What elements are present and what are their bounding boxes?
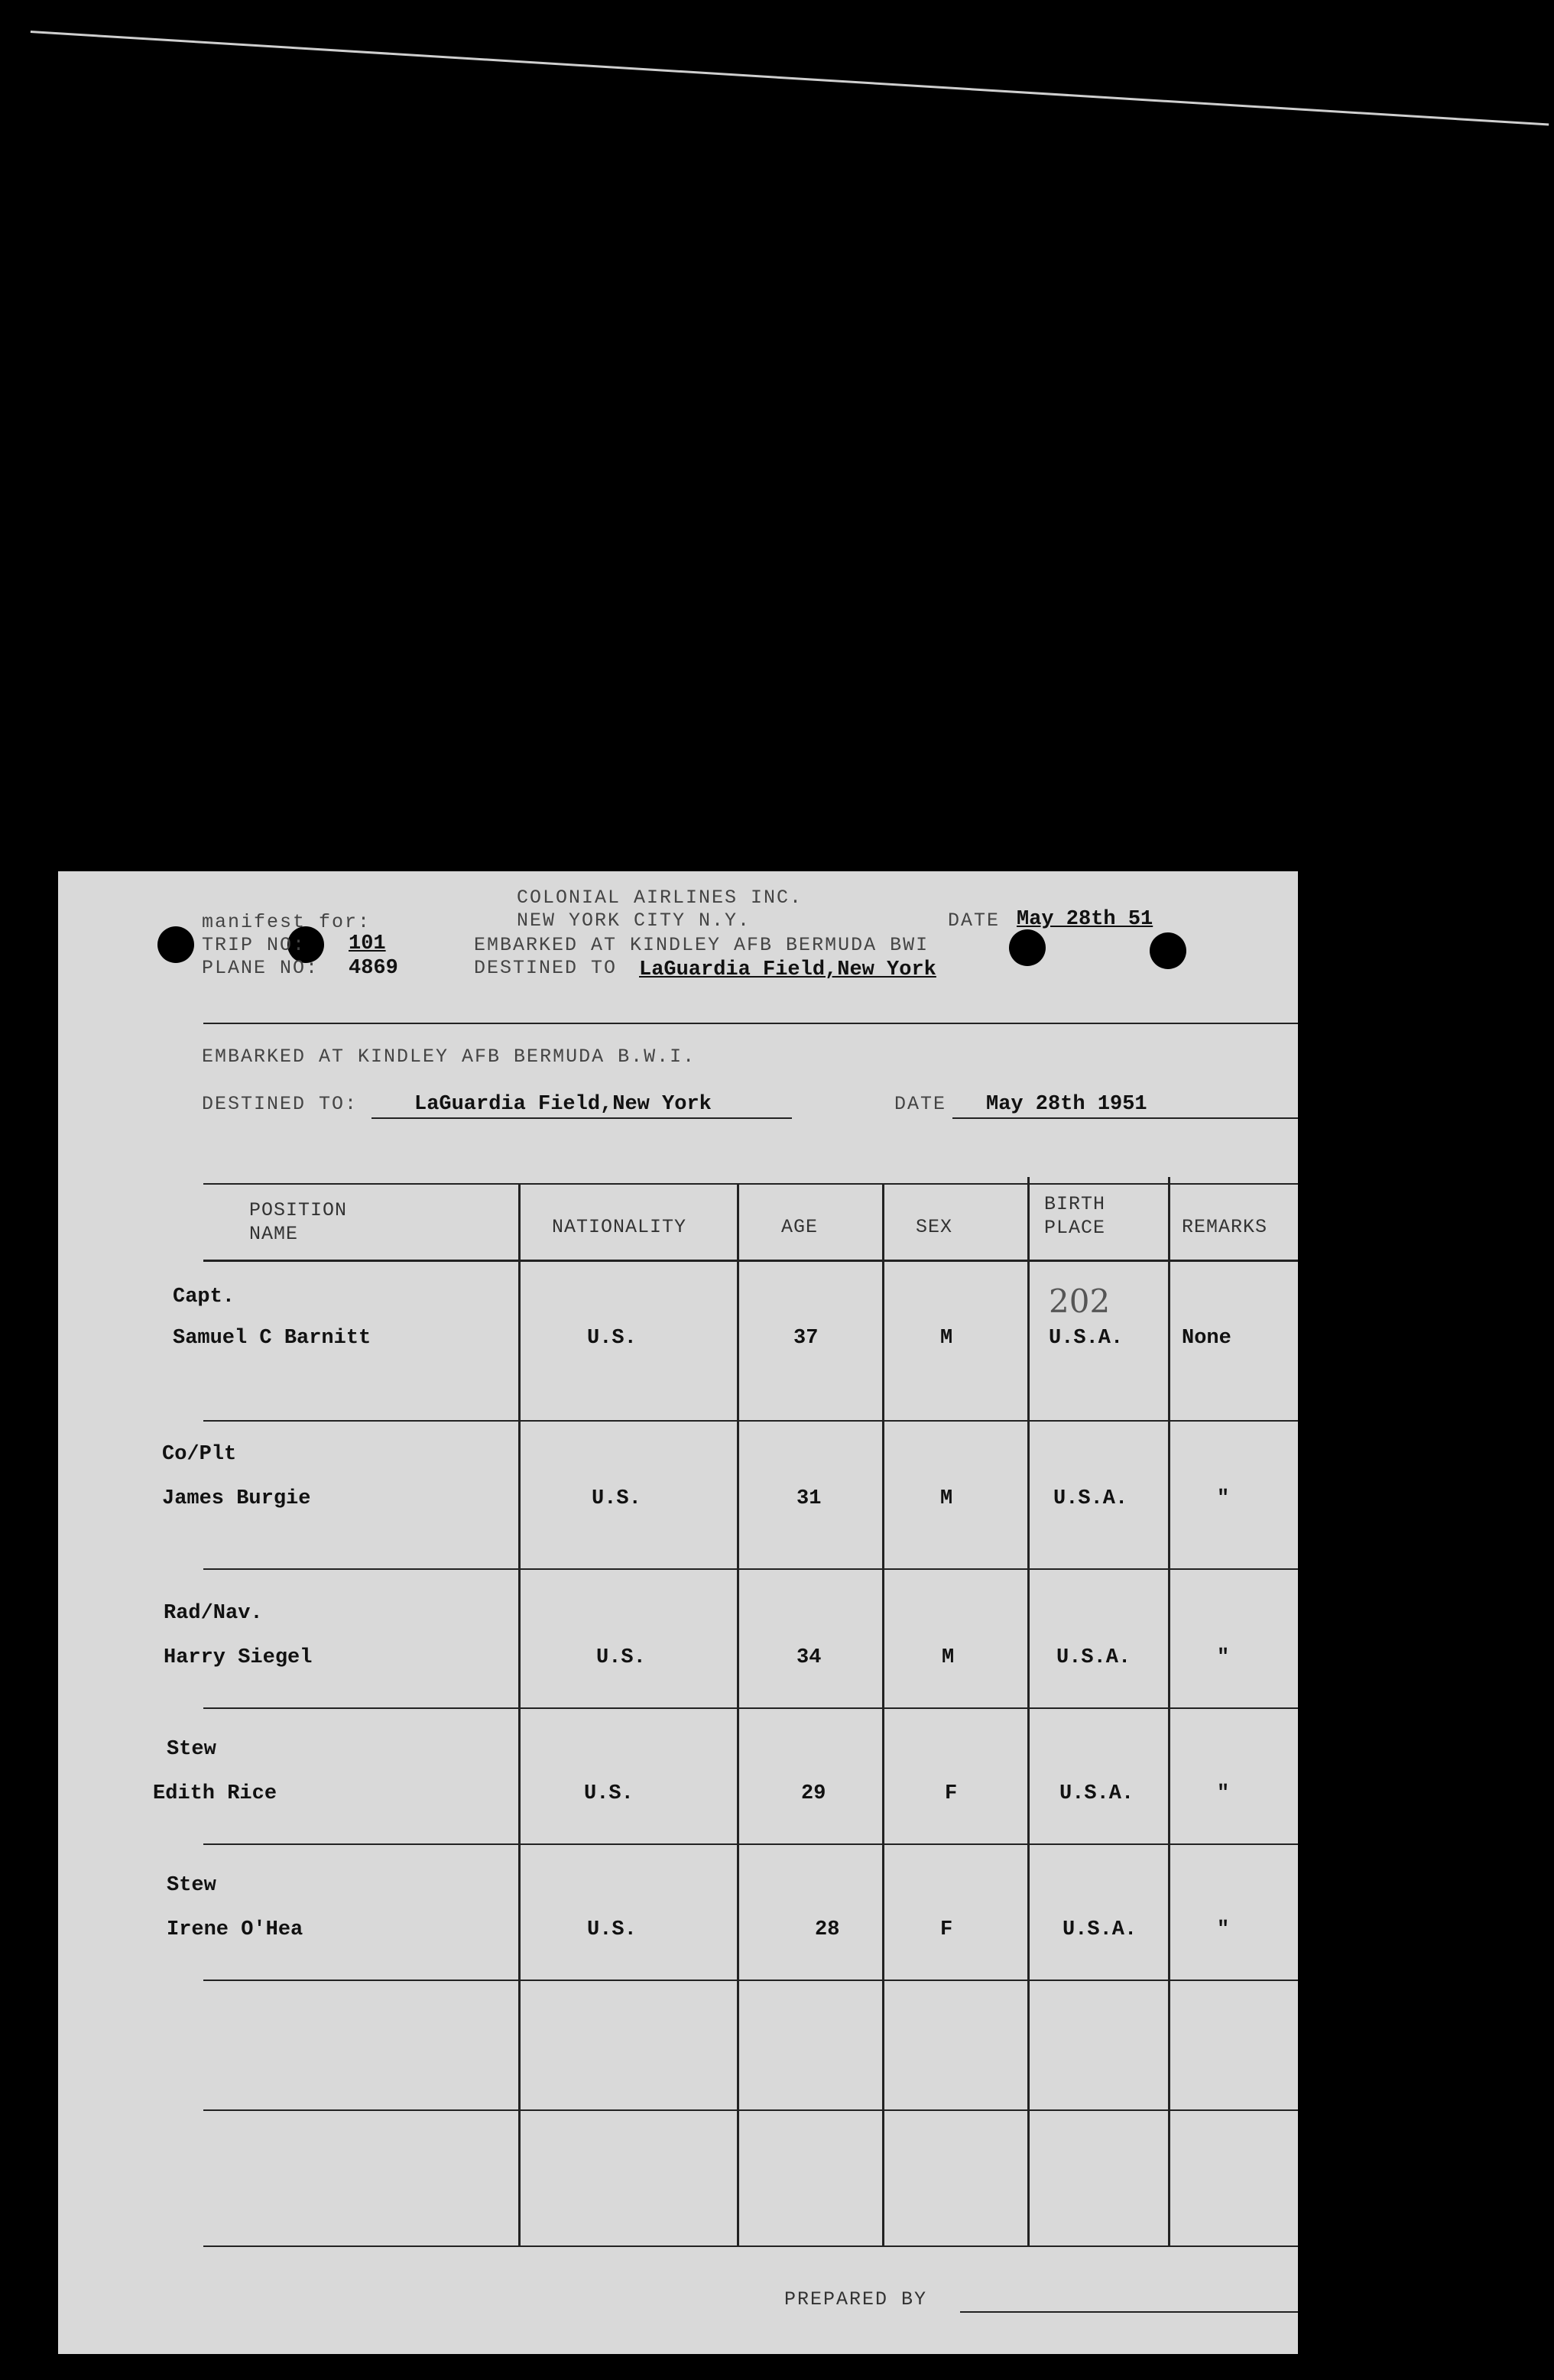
row-3-remarks: "	[1217, 1646, 1230, 1669]
scan-edge-line	[31, 31, 1549, 125]
prepared-by-line	[960, 2311, 1298, 2313]
punch-hole-right-a	[1009, 929, 1046, 966]
company-city: NEW YORK CITY N.Y.	[517, 910, 751, 932]
row-4-birth-place: U.S.A.	[1059, 1782, 1134, 1805]
plane-label: PLANE NO:	[202, 957, 320, 979]
row-1-name: Samuel C Barnitt	[173, 1327, 371, 1350]
row-rule-4	[203, 1843, 1298, 1845]
header-remarks: REMARKS	[1182, 1216, 1268, 1238]
header-birth-place: BIRTH PLACE	[1044, 1193, 1106, 1239]
prepared-by-label: PREPARED BY	[784, 2288, 928, 2310]
row-2-name: James Burgie	[162, 1487, 311, 1510]
row-2-remarks: "	[1217, 1487, 1230, 1510]
destined-value: LaGuardia Field,New York	[414, 1093, 712, 1116]
trip-number: 101	[349, 932, 386, 955]
row-1-position: Capt.	[173, 1286, 235, 1308]
row-rule-6	[203, 2109, 1298, 2111]
row-1-nationality: U.S.	[587, 1327, 637, 1350]
manifest-label: manifest for:	[202, 911, 371, 933]
header-nationality: NATIONALITY	[552, 1216, 687, 1238]
embarked-line: EMBARKED AT KINDLEY AFB BERMUDA B.W.I.	[202, 1046, 696, 1068]
row-rule-3	[203, 1707, 1298, 1709]
date-value-top: May 28th 51	[1017, 908, 1153, 931]
row-1-age: 37	[793, 1327, 819, 1350]
punch-hole-left	[157, 926, 194, 963]
embarked-line-top: EMBARKED AT KINDLEY AFB BERMUDA BWI	[474, 934, 929, 956]
date-underline	[952, 1117, 1298, 1119]
destined-value-top: LaGuardia Field,New York	[639, 958, 936, 981]
row-4-age: 29	[801, 1782, 826, 1805]
header-divider	[203, 1023, 1298, 1024]
row-5-nationality: U.S.	[587, 1918, 637, 1941]
row-1-birth-place: U.S.A.	[1049, 1327, 1124, 1350]
row-rule-1	[203, 1420, 1298, 1422]
row-rule-2	[203, 1568, 1298, 1570]
header-position-name: POSITION NAME	[249, 1199, 348, 1245]
row-rule-5	[203, 1980, 1298, 1981]
row-2-nationality: U.S.	[592, 1487, 641, 1510]
company-name: COLONIAL AIRLINES INC.	[517, 887, 803, 909]
table-header-rule	[203, 1260, 1298, 1262]
col-rule-4	[1027, 1177, 1030, 2247]
row-5-name: Irene O'Hea	[167, 1918, 303, 1941]
date-label-top: DATE	[948, 910, 1001, 932]
trip-label: TRIP NO:	[202, 934, 307, 956]
row-5-birth-place: U.S.A.	[1062, 1918, 1137, 1941]
row-2-position: Co/Plt	[162, 1443, 237, 1466]
punch-hole-right-b	[1150, 932, 1186, 969]
plane-number: 4869	[349, 957, 398, 980]
row-4-name: Edith Rice	[153, 1782, 277, 1805]
col-rule-2	[737, 1185, 739, 2247]
row-4-nationality: U.S.	[584, 1782, 634, 1805]
row-3-position: Rad/Nav.	[164, 1602, 263, 1625]
row-3-nationality: U.S.	[596, 1646, 646, 1669]
row-3-age: 34	[796, 1646, 822, 1669]
manifest-page	[58, 871, 1298, 2354]
row-4-remarks: "	[1217, 1782, 1230, 1805]
row-1-remarks: None	[1182, 1327, 1231, 1350]
row-5-position: Stew	[167, 1874, 216, 1897]
date-label: DATE	[894, 1093, 947, 1115]
table-bottom-rule	[203, 2245, 1298, 2247]
row-5-remarks: "	[1217, 1918, 1230, 1941]
header-age: AGE	[781, 1216, 819, 1238]
row-2-sex: M	[940, 1487, 953, 1510]
table-top-rule	[203, 1183, 1298, 1185]
destined-label: DESTINED TO:	[202, 1093, 358, 1115]
row-3-name: Harry Siegel	[164, 1646, 313, 1669]
row-3-sex: M	[942, 1646, 955, 1669]
row-5-sex: F	[940, 1918, 953, 1941]
row-5-age: 28	[815, 1918, 840, 1941]
col-rule-1	[518, 1185, 521, 2247]
row-1-sex: M	[940, 1327, 953, 1350]
row-3-birth-place: U.S.A.	[1056, 1646, 1131, 1669]
destined-underline	[371, 1117, 792, 1119]
row-4-position: Stew	[167, 1738, 216, 1761]
col-rule-3	[882, 1185, 884, 2247]
col-rule-5	[1168, 1177, 1170, 2247]
row-4-sex: F	[945, 1782, 958, 1805]
destined-label-top: DESTINED TO	[474, 957, 618, 979]
date-value: May 28th 1951	[986, 1093, 1147, 1116]
header-sex: SEX	[916, 1216, 953, 1238]
row-2-birth-place: U.S.A.	[1053, 1487, 1128, 1510]
row-2-age: 31	[796, 1487, 822, 1510]
handwritten-note: 202	[1049, 1282, 1111, 1320]
